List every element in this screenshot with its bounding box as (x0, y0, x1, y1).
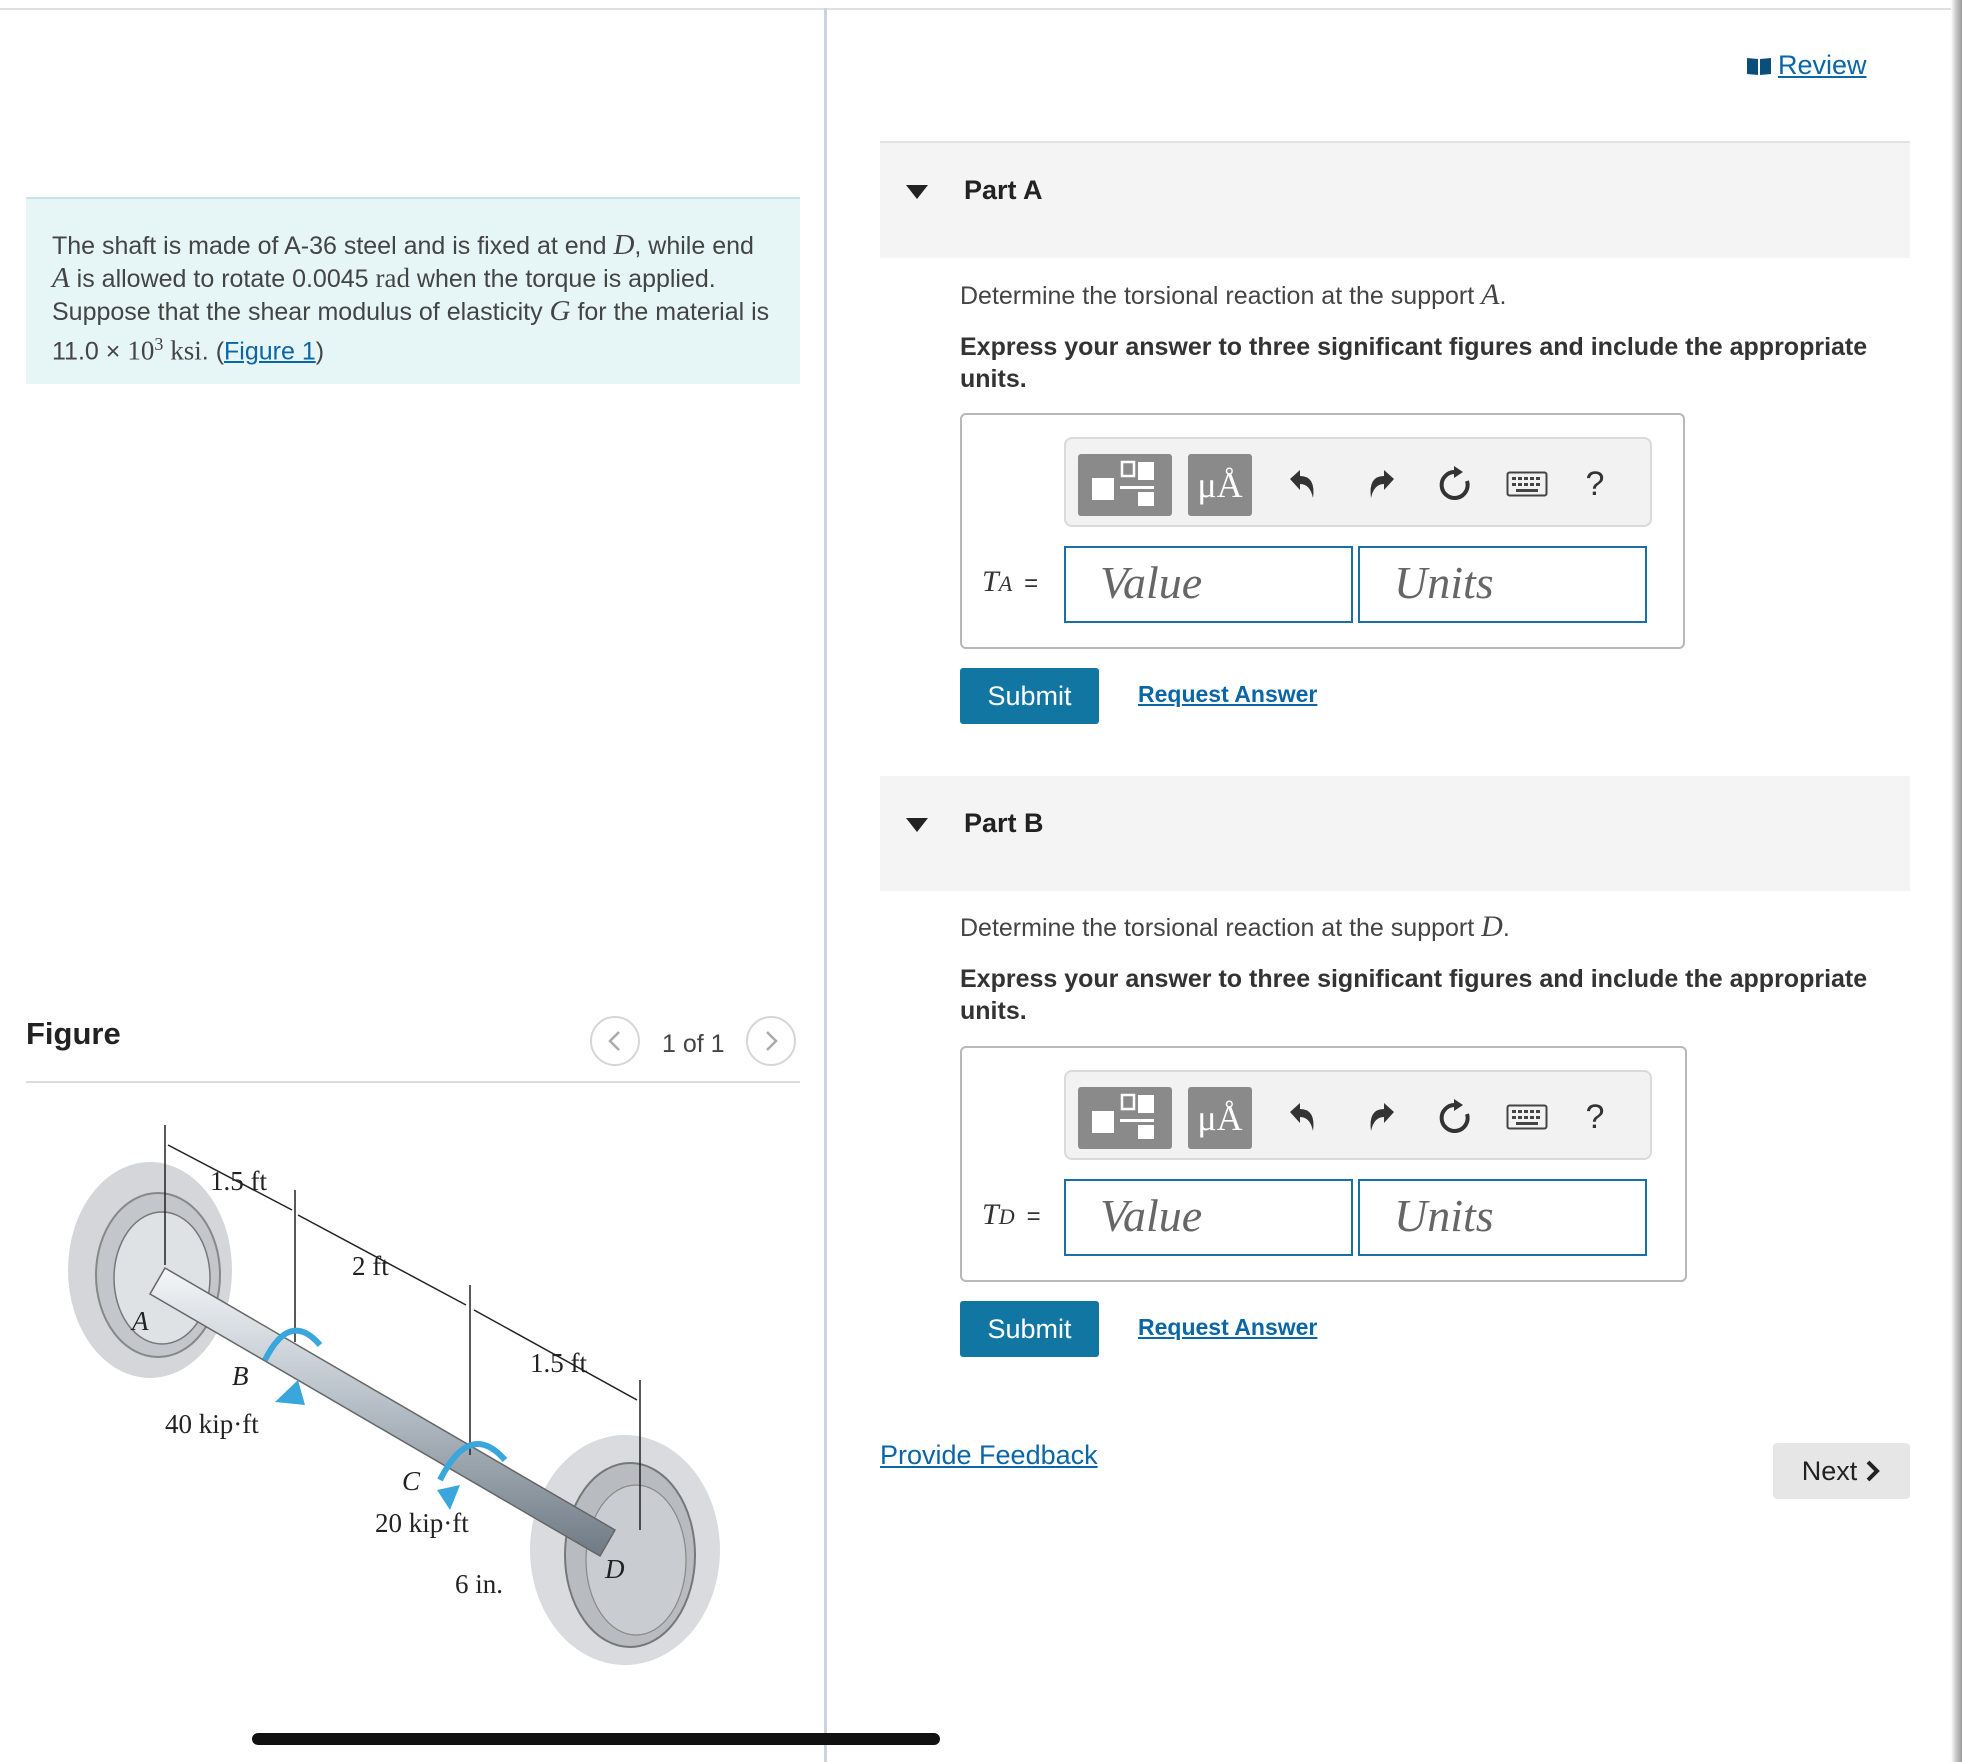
point-label-c: C (402, 1466, 421, 1496)
var-subscript: D (998, 1204, 1015, 1229)
times-symbol: × (105, 337, 121, 366)
figure-title: Figure (26, 1016, 121, 1051)
problem-text: when the torque is applied. Suppose that the shear modulus of elasticity (52, 265, 716, 326)
help-button[interactable]: ? (1585, 1097, 1605, 1136)
math-toolbar (1064, 1070, 1652, 1160)
collapse-triangle-icon[interactable] (906, 185, 928, 199)
dim-label: 1.5 ft (530, 1348, 587, 1378)
undo-button[interactable] (1274, 455, 1332, 513)
variable-label (982, 565, 1038, 599)
part-a-request-answer-link[interactable]: Request Answer (1138, 681, 1318, 707)
keyboard-button[interactable] (1498, 455, 1556, 513)
unit-rad: rad (375, 263, 410, 293)
prompt-text: Determine the torsional reaction at the support (960, 282, 1475, 310)
template-button[interactable] (1078, 1087, 1172, 1149)
figure-next-button[interactable] (746, 1016, 796, 1066)
math-toolbar (1064, 437, 1652, 527)
part-b-submit-button[interactable]: Submit (960, 1301, 1099, 1357)
torque-b-arrowhead (275, 1380, 305, 1405)
equals-sign: = (1026, 1203, 1041, 1230)
problem-text: The shaft is made of A-36 steel and is fixed at end (52, 232, 607, 260)
pane-divider[interactable] (824, 8, 827, 1762)
var-main: T (982, 1198, 999, 1231)
top-border (0, 8, 1962, 10)
torque-c-arrowhead (437, 1485, 460, 1510)
template-icon (1078, 454, 1172, 516)
keyboard-icon (1506, 1104, 1548, 1130)
figure-link[interactable]: Figure 1 (224, 337, 316, 366)
book-icon (1746, 56, 1772, 76)
point-label-d: D (605, 1554, 625, 1584)
part-b-prompt (960, 910, 1510, 944)
var-main: T (982, 565, 999, 598)
figure-prev-button[interactable] (590, 1016, 640, 1066)
provide-feedback-link[interactable]: Provide Feedback (880, 1440, 1098, 1470)
problem-text: for the material is 11.0 (52, 298, 770, 366)
help-button[interactable]: ? (1585, 464, 1605, 503)
unit-ksi: ksi (170, 335, 202, 366)
template-icon (1078, 1087, 1172, 1149)
point-label-a: A (132, 1306, 149, 1336)
value-input[interactable]: Value (1064, 546, 1353, 623)
figure-divider (26, 1081, 800, 1083)
part-a-instruction: Express your answer to three significant figures and include the appropriate units. (960, 333, 1868, 393)
variable-label (982, 1198, 1041, 1232)
shaft-figure (60, 1100, 740, 1680)
problem-text: is allowed to rotate 0.0045 (76, 265, 369, 293)
part-a-submit-button[interactable]: Submit (960, 668, 1099, 724)
part-b-request-answer-link[interactable]: Request Answer (1138, 1314, 1318, 1340)
units-input[interactable]: Units (1358, 546, 1647, 623)
chevron-right-icon (1865, 1459, 1881, 1483)
equals-sign: = (1024, 570, 1039, 597)
prompt-text: Determine the torsional reaction at the support (960, 914, 1475, 942)
math-var-d: D (613, 229, 635, 261)
horizontal-scrollbar[interactable] (252, 1733, 940, 1745)
keyboard-button[interactable] (1498, 1088, 1556, 1146)
problem-text: ) (315, 337, 325, 366)
window-edge-shadow (1951, 0, 1962, 1762)
power-base: 10 (127, 335, 155, 366)
reset-icon (1436, 1098, 1474, 1136)
prompt-end: . (1499, 282, 1507, 310)
units-button[interactable]: μÅ (1188, 1087, 1252, 1149)
value-input[interactable]: Value (1064, 1179, 1353, 1256)
part-b-header[interactable] (880, 776, 1910, 891)
part-a-title: Part A (964, 175, 1043, 205)
collapse-triangle-icon[interactable] (906, 818, 928, 832)
reset-icon (1436, 465, 1474, 503)
prompt-end: . (1502, 914, 1510, 942)
undo-icon (1286, 1100, 1320, 1134)
part-b-answer-box (960, 1046, 1687, 1282)
next-label: Next (1801, 1455, 1858, 1486)
redo-button[interactable] (1352, 455, 1410, 513)
prompt-var: A (1481, 278, 1500, 311)
units-input[interactable]: Units (1358, 1179, 1647, 1256)
chevron-right-icon (761, 1029, 781, 1053)
chevron-left-icon (605, 1029, 625, 1053)
reset-button[interactable] (1426, 1088, 1484, 1146)
math-var-a: A (52, 262, 70, 294)
template-button[interactable] (1078, 454, 1172, 516)
problem-statement (26, 197, 800, 384)
reset-button[interactable] (1426, 455, 1484, 513)
power-exponent: 3 (154, 334, 164, 354)
part-a-answer-box (960, 413, 1685, 649)
var-subscript: A (998, 571, 1013, 596)
part-a-prompt (960, 278, 1506, 312)
redo-icon (1364, 1100, 1398, 1134)
undo-icon (1286, 467, 1320, 501)
prompt-var: D (1481, 910, 1503, 943)
next-button[interactable] (1773, 1443, 1910, 1499)
part-b-title: Part B (964, 808, 1044, 838)
figure-pager-count: 1 of 1 (662, 1030, 725, 1058)
undo-button[interactable] (1274, 1088, 1332, 1146)
torque-label-c: 20 kip·ft (375, 1508, 469, 1538)
review-link[interactable] (1746, 50, 1867, 81)
problem-text: , while end (634, 232, 754, 260)
dim-label: 2 ft (352, 1251, 389, 1281)
redo-icon (1364, 467, 1398, 501)
point-label-b: B (232, 1361, 249, 1391)
keyboard-icon (1506, 471, 1548, 497)
torque-label-b: 40 kip·ft (165, 1409, 259, 1439)
dim-label: 1.5 ft (210, 1166, 267, 1196)
part-b-instruction: Express your answer to three significant figures and include the appropriate units. (960, 965, 1868, 1025)
problem-text: . ( (201, 337, 225, 366)
math-var-g: G (549, 295, 571, 327)
units-button[interactable]: μÅ (1188, 454, 1252, 516)
review-label[interactable]: Review (1778, 50, 1867, 80)
redo-button[interactable] (1352, 1088, 1410, 1146)
diameter-label: 6 in. (455, 1569, 504, 1599)
part-a-header[interactable] (880, 143, 1910, 258)
